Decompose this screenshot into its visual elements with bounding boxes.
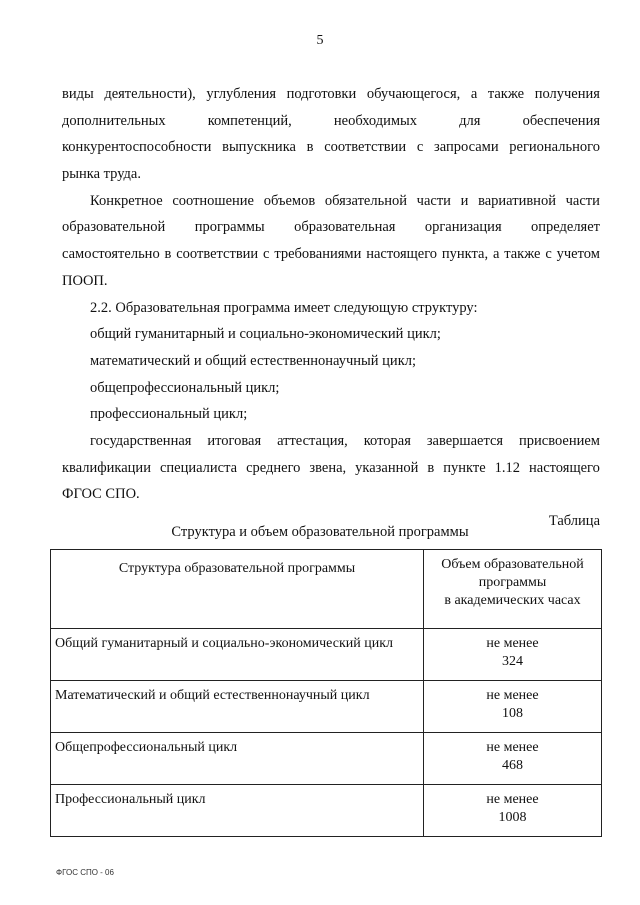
table-caption: Структура и объем образовательной программы: [171, 524, 469, 540]
word: пункте: [443, 459, 486, 476]
word: вариативной: [478, 192, 556, 209]
word: выпускника: [222, 139, 296, 156]
final-attestation-line2: [62, 455, 600, 482]
word: образовательная: [294, 219, 396, 236]
row-hours: 108: [502, 706, 523, 721]
row-volume: [424, 629, 602, 681]
word: с: [416, 139, 424, 156]
word: самостоятельно: [62, 246, 160, 263]
word: также: [487, 86, 525, 102]
word: итоговая: [207, 432, 262, 449]
row-name: Общий гуманитарный и социально-экономический цикл: [51, 629, 424, 681]
word: государственная: [90, 432, 192, 449]
word: соответствии: [176, 246, 259, 263]
row-hours: 324: [502, 654, 523, 669]
word: в: [306, 139, 314, 156]
paragraph2-line2: [62, 214, 600, 241]
row-volume: [424, 733, 602, 785]
row-name: Профессиональный цикл: [51, 785, 424, 837]
word: а: [492, 246, 500, 263]
row-name: Математический и общий естественнонаучный цикл: [51, 681, 424, 733]
word: части: [416, 192, 451, 209]
paragraph2-line4: ПООП.: [62, 272, 108, 289]
word: аттестация,: [277, 432, 348, 449]
word: присвоением: [519, 432, 600, 449]
word: и: [460, 192, 469, 209]
structure-item-professional: профессиональный цикл;: [90, 406, 248, 423]
header-volume: [424, 550, 602, 629]
table-row: [51, 785, 602, 837]
word: учетом: [556, 246, 600, 263]
word: специалиста: [159, 459, 238, 476]
word: настоящего: [529, 459, 600, 476]
word: дополнительных: [62, 112, 166, 129]
document-body: [62, 81, 600, 535]
row-qualifier: не менее: [486, 792, 539, 807]
word: квалификации: [62, 459, 151, 476]
header-structure: Структура образовательной программы: [51, 550, 424, 629]
word: получения: [534, 86, 600, 102]
final-attestation-line3: ФГОС СПО.: [62, 486, 140, 503]
paragraph1-line4: рынка труда.: [62, 166, 141, 183]
row-qualifier: не менее: [486, 636, 539, 651]
word: подготовки: [286, 86, 357, 102]
header-volume-line3: в академических часах: [444, 593, 581, 608]
row-qualifier: не менее: [486, 688, 539, 703]
word: регионального: [509, 139, 600, 156]
row-hours: 468: [502, 758, 523, 773]
word: настоящего: [366, 246, 438, 263]
page-number: 5: [316, 33, 324, 48]
word: необходимых: [333, 112, 418, 129]
word: образовательной: [62, 219, 166, 236]
row-name: Общепрофессиональный цикл: [51, 733, 424, 785]
table-row: [51, 681, 602, 733]
word: для: [459, 112, 481, 129]
word: Конкретное: [90, 192, 163, 209]
table-row: [51, 733, 602, 785]
word: углубления: [206, 86, 276, 102]
word: конкурентоспособности: [62, 139, 212, 156]
paragraph2-line1: [62, 188, 600, 215]
table-header-row: [51, 550, 602, 629]
word: требованиями: [274, 246, 362, 263]
paragraph1-line2: [62, 108, 600, 135]
structure-item-general-professional: общепрофессиональный цикл;: [90, 379, 280, 396]
table-row: [51, 629, 602, 681]
word: 1.12: [494, 459, 521, 476]
header-volume-line2: программы: [478, 575, 547, 590]
row-volume: [424, 785, 602, 837]
table-label: Таблица: [548, 513, 600, 529]
structure-intro: 2.2. Образовательная программа имеет следующую структуру:: [90, 299, 478, 316]
word: звена,: [309, 459, 347, 476]
paragraph1-line3: [62, 134, 600, 161]
word: завершается: [426, 432, 504, 449]
final-attestation-line1: [62, 428, 600, 455]
word: виды: [62, 86, 94, 102]
row-volume: [424, 681, 602, 733]
word: запросами: [434, 139, 499, 156]
row-qualifier: не менее: [486, 740, 539, 755]
word: в: [164, 246, 172, 263]
word: среднего: [246, 459, 301, 476]
paragraph1-line1: [62, 81, 600, 108]
structure-item-general: общий гуманитарный и социально-экономический цикл;: [90, 326, 441, 343]
word: части: [565, 192, 600, 209]
word: указанной: [355, 459, 419, 476]
word: которая: [363, 432, 411, 449]
word: соотношение: [172, 192, 254, 209]
word: объемов: [263, 192, 316, 209]
word: обучающегося,: [366, 86, 461, 102]
word: организация: [424, 219, 502, 236]
paragraph2-line3: [62, 241, 600, 268]
structure-item-math: математический и общий естественнонаучный цикл;: [90, 352, 417, 369]
word: пункта,: [441, 246, 489, 263]
word: в: [427, 459, 435, 476]
word: с: [545, 246, 552, 263]
word: определяет: [531, 219, 600, 236]
row-hours: 1008: [498, 810, 527, 825]
word: с: [263, 246, 270, 263]
word: обязательной: [324, 192, 407, 209]
word: соответствии: [324, 139, 407, 156]
word: программы: [194, 219, 265, 236]
word: а: [470, 86, 478, 102]
word: деятельности),: [104, 86, 196, 102]
document-footer-code: ФГОС СПО - 06: [56, 868, 114, 877]
program-structure-table: [50, 549, 602, 837]
word: обеспечения: [522, 112, 600, 129]
header-volume-line1: Объем образовательной: [441, 557, 584, 572]
word: компетенций,: [207, 112, 292, 129]
word: также: [504, 246, 541, 263]
